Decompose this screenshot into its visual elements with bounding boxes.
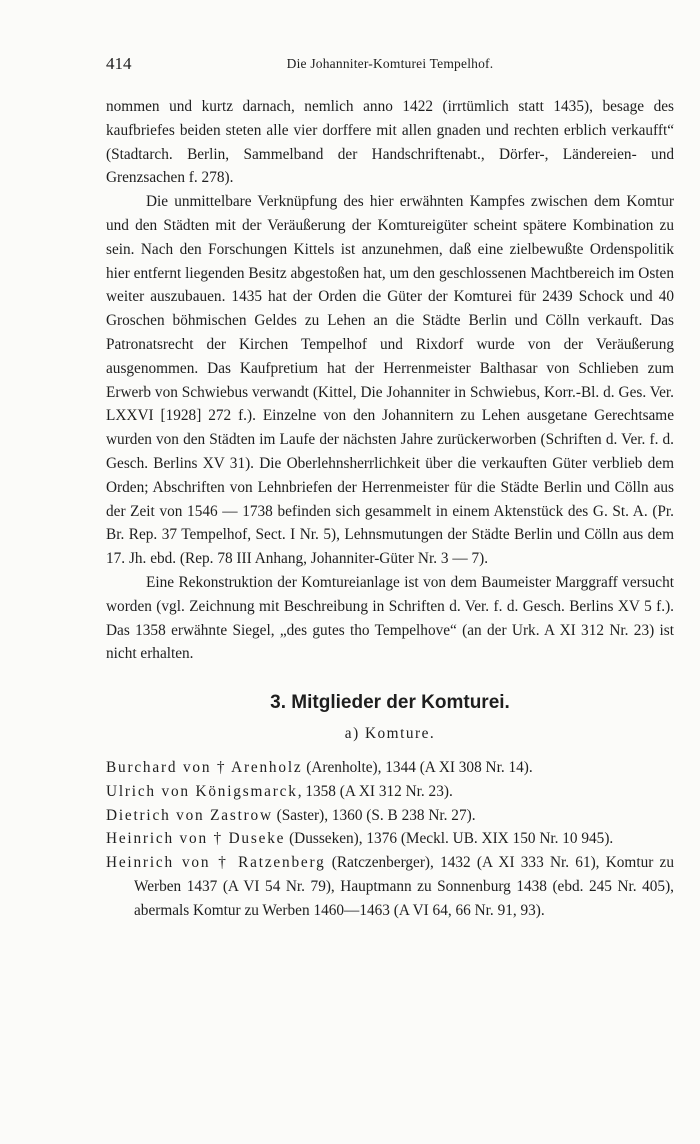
komtur-name: Burchard von † Arenholz bbox=[106, 758, 303, 776]
komtur-details: , 1358 (A XI 312 Nr. 23). bbox=[297, 782, 453, 800]
komtur-details: (Dusseken), 1376 (Meckl. UB. XIX 150 Nr. 10 945). bbox=[285, 830, 614, 848]
paragraph-sale-history: Die unmittelbare Verknüpfung des hier erwähnten Kampfes zwischen dem Komtur und den Städten mit der Veräußerung der Komtureigüter scheint spätere Kombination zu sein. Nach den Forschungen Kittels ist anzunehmen, daß eine zielbewußte Ordenspolitik hier entfernt liegenden Besitz abgestoßen hat, um den geschlossenen Machtbereich im Osten weiter auszubauen. 1435 hat der Orden die Güter der Komturei für 2439 Schock und 40 Groschen böhmischen Geldes zu Lehen an die Städte Berlin und Cölln verkauft. Das Patronatsrecht der Kirchen Tempelhof und Rixdorf wurde von der Veräußerung ausgenommen. Das Kaufpretium hat der Herrenmeister Balthasar von Schlieben zum Erwerb von Schwiebus verwandt (Kittel, Die Johanniter in Schwiebus, Korr.-Bl. d. Ges. Ver. LXXVI [1928] 272 f.). Einzelne von den Johannitern zu Lehen ausgetane Gerechtsame wurden von den Städten im Laufe der nächsten Jahre zurückerworben (Schriften d. Ver. f. d. Gesch. Berlins XV 31). Die Oberlehnsherrlichkeit über die verkauften Güter verblieb dem Orden; Abschriften von Lehnbriefen der Herrenmeister für die Städte Berlin und Cölln aus der Zeit von 1546 — 1738 befinden sich gesammelt in einem Aktenstück des G. St. A. (Pr. Br. Rep. 37 Tempelhof, Sect. I Nr. 5), Lehnsmutungen der Städte Berlin und Cölln aus dem 17. Jh. ebd. (Rep. 78 III Anhang, Johanniter-Güter Nr. 3 — 7). bbox=[106, 193, 674, 568]
paragraph-continuation: nommen und kurtz darnach, nemlich anno 1422 (irrtümlich statt 1435), besage des kaufbriefes beiden steten alle vier dorffere mit allen gnaden und rechten erblich verkaufft“ (Stadtarch. Berlin, Sammelband der Handschriftenabt., Dörfer-, Ländereien- und Grenzsachen f. 278). bbox=[106, 98, 674, 187]
komtur-details: (Arenholte), 1344 (A XI 308 Nr. 14). bbox=[302, 758, 533, 776]
komtur-entry bbox=[106, 780, 674, 804]
komtur-entry bbox=[106, 804, 674, 828]
komtur-details: (Saster), 1360 (S. B 238 Nr. 27). bbox=[272, 806, 476, 824]
running-head bbox=[106, 54, 674, 78]
page-number: 414 bbox=[106, 54, 132, 73]
paragraph-reconstruction: Eine Rekonstruktion der Komtureianlage ist von dem Baumeister Marggraff versucht worden (vgl. Zeichnung mit Beschreibung in Schriften d. Ver. f. d. Gesch. Berlins XV 5 f.). Das 1358 erwähnte Siegel, „des gutes tho Tempelhove“ (an der Urk. A XI 312 Nr. 23) ist nicht erhalten. bbox=[106, 573, 674, 663]
komtur-name: Dietrich von Zastrow bbox=[106, 806, 273, 824]
running-title: Die Johanniter-Komturei Tempelhof. bbox=[286, 56, 494, 71]
komtur-entry bbox=[106, 827, 674, 851]
body-text bbox=[106, 95, 674, 923]
komtur-entry bbox=[106, 756, 674, 780]
komtur-name: Heinrich von † Ratzenberg bbox=[106, 854, 326, 872]
komtur-name: Heinrich von † Duseke bbox=[106, 830, 286, 848]
section-title: 3. Mitglieder der Komturei. bbox=[270, 692, 510, 714]
komtur-name: Ulrich von Königsmarck bbox=[106, 782, 298, 800]
komtur-entry bbox=[106, 851, 674, 922]
subsection-title: a) Komture. bbox=[344, 725, 436, 743]
komtur-details: (Ratczenberger), 1432 (A XI 333 Nr. 61), Komtur zu Werben 1437 (A VI 54 Nr. 79), Hauptmann zu Sonnenburg 1438 (ebd. 245 Nr. 405), abermals Komtur zu Werben 1460—1463 (A VI 64, 66 Nr. 91, 93). bbox=[134, 854, 674, 919]
